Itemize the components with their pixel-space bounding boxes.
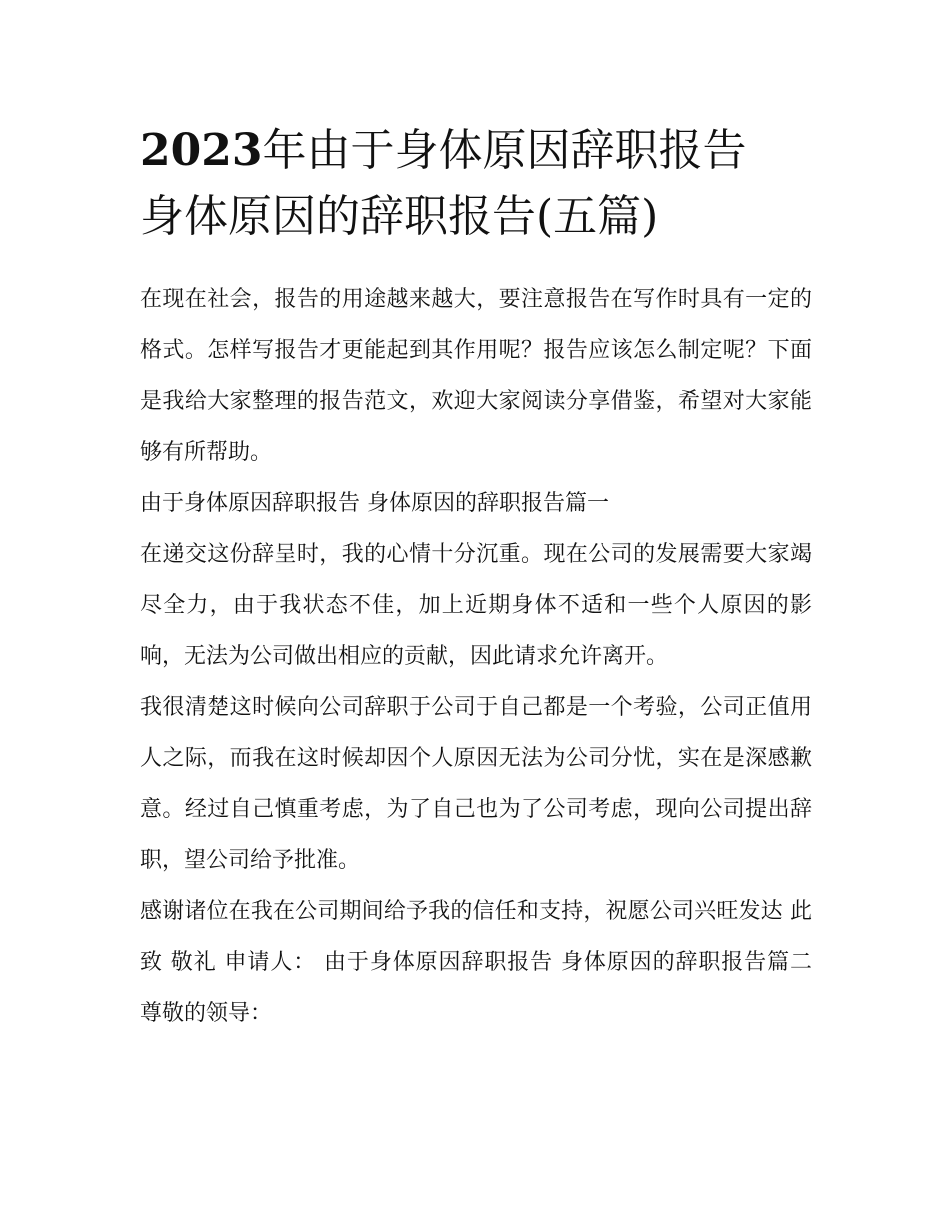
- section-heading-1: 由于身体原因辞职报告 身体原因的辞职报告篇一: [140, 491, 609, 516]
- document-body: [140, 274, 812, 1039]
- title-line-2: 身体原因的辞职报告(五篇): [140, 191, 659, 242]
- document-title: [140, 118, 812, 250]
- title-year: 2023: [140, 125, 263, 176]
- paragraph-3: 感谢诸位在我在公司期间给予我的信任和支持，祝愿公司兴旺发达 此致 敬礼 申请人： 由于身体原因辞职报告 身体原因的辞职报告篇二 尊敬的领导：: [140, 899, 812, 1026]
- paragraph-intro: 在现在社会，报告的用途越来越大，要注意报告在写作时具有一定的格式。怎样写报告才更能起到其作用呢？报告应该怎么制定呢？下面是我给大家整理的报告范文，欢迎大家阅读分享借鉴，希望对大家能够有所帮助。: [140, 287, 812, 465]
- title-line-1: [140, 118, 812, 184]
- paragraph-2: 我很清楚这时候向公司辞职于公司于自己都是一个考验，公司正值用人之际，而我在这时候却因个人原因无法为公司分忧，实在是深感歉意。经过自己慎重考虑，为了自己也为了公司考虑，现向公司提出辞职，望公司给予批准。: [140, 695, 812, 873]
- title-line-1-text: 年由于身体原因辞职报告: [262, 125, 747, 176]
- document-page: [140, 118, 812, 1039]
- paragraph-1: 在递交这份辞呈时，我的心情十分沉重。现在公司的发展需要大家竭尽全力，由于我状态不佳，加上近期身体不适和一些个人原因的影响，无法为公司做出相应的贡献，因此请求允许离开。: [140, 542, 812, 669]
